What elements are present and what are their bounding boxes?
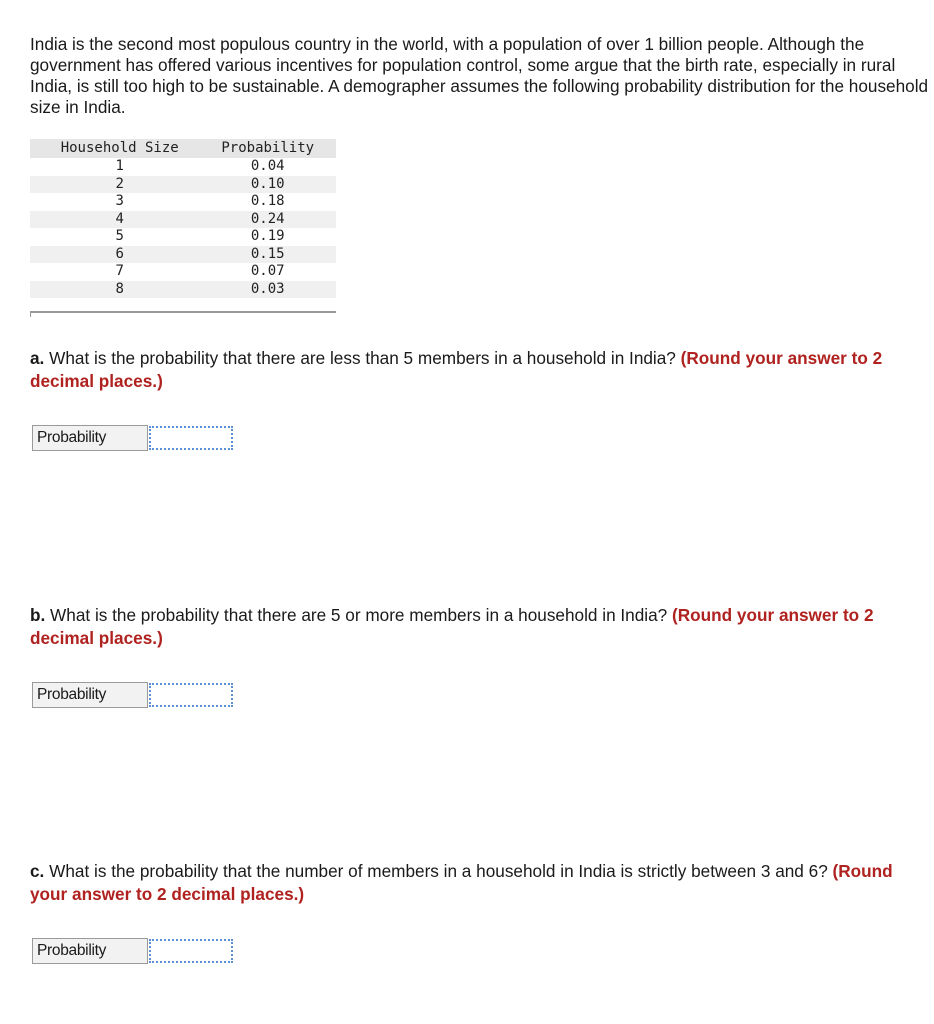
answer-c-label: Probability — [32, 938, 148, 964]
probability-cell: 0.18 — [199, 193, 336, 211]
probability-cell: 0.24 — [199, 211, 336, 229]
household-size-cell: 7 — [30, 263, 199, 281]
header-household-size: Household Size — [30, 139, 199, 158]
table-row — [30, 246, 336, 264]
question-a-letter: a. — [30, 348, 45, 368]
question-c-text: What is the probability that the number of members in a household in India is strictly between 3 and 6? — [44, 861, 833, 881]
probability-cell: 0.19 — [199, 228, 336, 246]
table-bottom-divider — [30, 311, 336, 313]
probability-cell: 0.10 — [199, 176, 336, 194]
answer-b-label: Probability — [32, 682, 148, 708]
probability-cell: 0.07 — [199, 263, 336, 281]
answer-c-input[interactable] — [149, 939, 233, 963]
answer-b-input[interactable] — [149, 683, 233, 707]
household-size-cell: 8 — [30, 281, 199, 299]
table-row — [30, 158, 336, 176]
household-size-cell: 1 — [30, 158, 199, 176]
header-probability: Probability — [199, 139, 336, 158]
probability-cell: 0.15 — [199, 246, 336, 264]
question-c — [30, 860, 930, 906]
answer-row-a — [32, 425, 233, 451]
household-size-cell: 2 — [30, 176, 199, 194]
probability-cell: 0.03 — [199, 281, 336, 299]
household-size-cell: 6 — [30, 246, 199, 264]
distribution-table — [30, 139, 336, 298]
answer-row-c — [32, 938, 233, 964]
question-b — [30, 604, 930, 650]
household-size-cell: 4 — [30, 211, 199, 229]
household-size-cell: 5 — [30, 228, 199, 246]
question-a-text: What is the probability that there are less than 5 members in a household in India? — [44, 348, 681, 368]
table-header-row — [30, 139, 336, 158]
answer-row-b — [32, 682, 233, 708]
question-b-letter: b. — [30, 605, 46, 625]
household-size-cell: 3 — [30, 193, 199, 211]
question-c-letter: c. — [30, 861, 45, 881]
table-row — [30, 228, 336, 246]
question-c-rounding-note: (Round your answer to 2 decimal places.) — [30, 861, 893, 904]
answer-a-input[interactable] — [149, 426, 233, 450]
table-row — [30, 176, 336, 194]
question-a — [30, 347, 930, 393]
answer-a-label: Probability — [32, 425, 148, 451]
table-row — [30, 193, 336, 211]
probability-cell: 0.04 — [199, 158, 336, 176]
question-b-text: What is the probability that there are 5 or more members in a household in India? — [45, 605, 673, 625]
table-row — [30, 281, 336, 299]
table-row — [30, 263, 336, 281]
question-a-rounding-note: (Round your answer to 2 decimal places.) — [30, 348, 883, 391]
problem-intro: India is the second most populous country in the world, with a population of over 1 billion people. Although the government has offered various incentives for population control, some argue that the birth rate, especially in rural India, is still too high to be sustainable. A demographer assumes the following probability distribution for the household size in India. — [30, 34, 929, 117]
table-row — [30, 211, 336, 229]
table-bottom-tick — [30, 311, 31, 317]
question-b-rounding-note: (Round your answer to 2 decimal places.) — [30, 605, 874, 648]
